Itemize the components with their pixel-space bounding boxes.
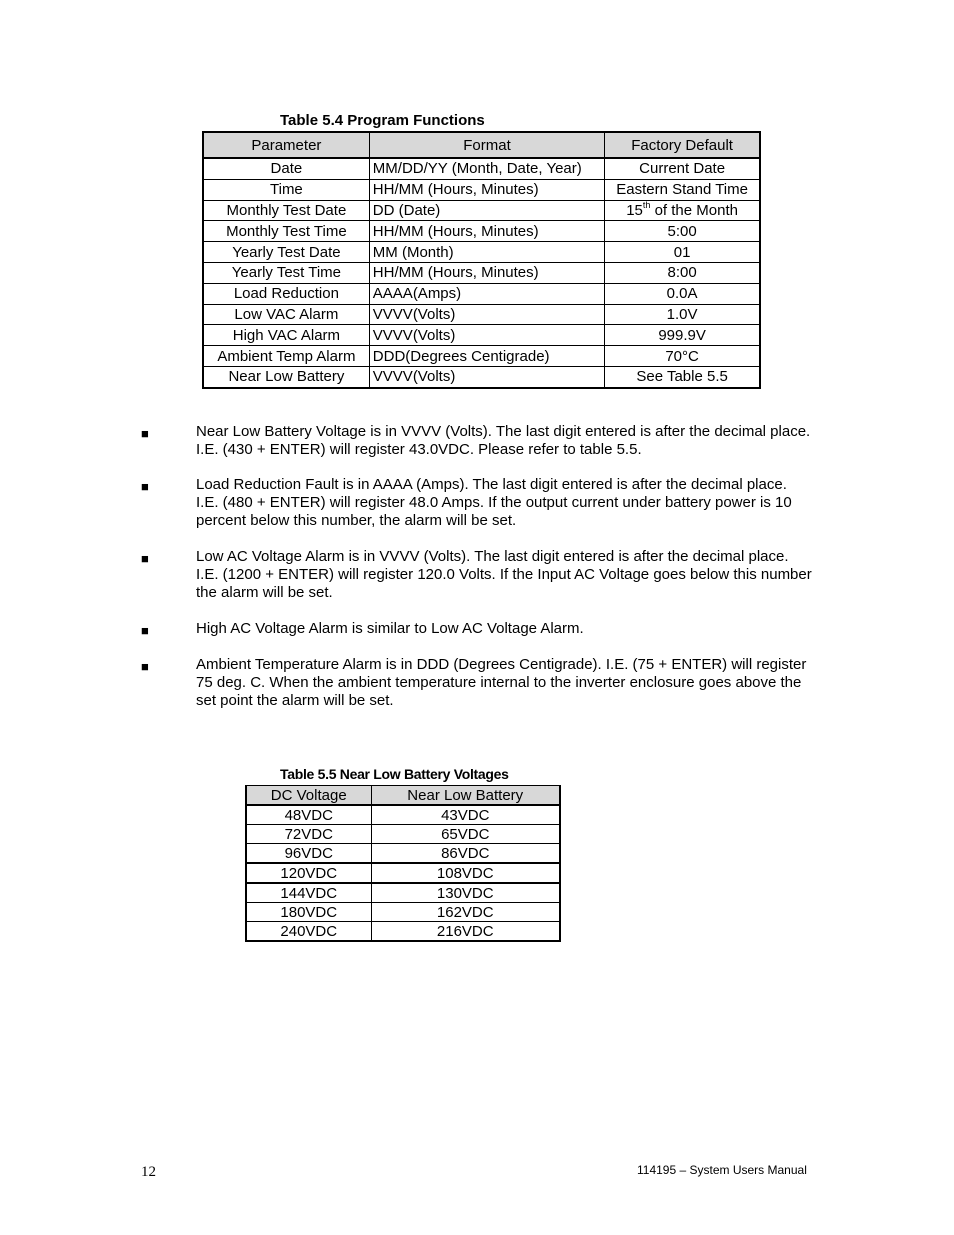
cell-near-low-battery: 108VDC <box>371 863 560 883</box>
cell-format: MM (Month) <box>369 242 604 263</box>
cell-near-low-battery: 130VDC <box>371 883 560 903</box>
near-low-battery-table <box>245 785 561 942</box>
cell-default: 70°C <box>605 346 760 367</box>
cell-dc-voltage: 240VDC <box>246 922 371 942</box>
table-row <box>203 325 760 346</box>
cell-parameter: Load Reduction <box>203 283 369 304</box>
table-5-5-caption: Table 5.5 Near Low Battery Voltages <box>280 766 509 782</box>
note-ambient-temperature <box>196 656 856 710</box>
cell-default: Eastern Stand Time <box>605 179 760 200</box>
cell-parameter: Date <box>203 158 369 179</box>
cell-format: MM/DD/YY (Month, Date, Year) <box>369 158 604 179</box>
cell-format: DD (Date) <box>369 200 604 221</box>
bullet-marker: ■ <box>141 551 149 566</box>
cell-parameter: High VAC Alarm <box>203 325 369 346</box>
cell-parameter: Low VAC Alarm <box>203 304 369 325</box>
cell-format: VVVV(Volts) <box>369 304 604 325</box>
bullet-marker: ■ <box>141 659 149 674</box>
note-line: I.E. (480 + ENTER) will register 48.0 Amps. If the output current under battery power is 10 <box>196 494 792 511</box>
cell-format: VVVV(Volts) <box>369 325 604 346</box>
cell-default <box>605 200 760 221</box>
note-load-reduction <box>196 476 856 530</box>
bullet-marker: ■ <box>141 479 149 494</box>
table-row <box>203 262 760 283</box>
table-row <box>203 221 760 242</box>
cell-dc-voltage: 48VDC <box>246 805 371 825</box>
table-row <box>203 304 760 325</box>
note-line: set point the alarm will be set. <box>196 692 394 709</box>
cell-format: HH/MM (Hours, Minutes) <box>369 179 604 200</box>
default-day-number: 15 <box>626 201 643 219</box>
default-ordinal-suffix: th <box>642 199 651 210</box>
cell-parameter: Yearly Test Date <box>203 242 369 263</box>
table-row <box>246 844 560 864</box>
table-row <box>246 825 560 844</box>
cell-default: 0.0A <box>605 283 760 304</box>
program-functions-table <box>202 131 761 389</box>
header-dc-voltage: DC Voltage <box>246 786 371 806</box>
cell-parameter: Time <box>203 179 369 200</box>
note-line: percent below this number, the alarm will be set. <box>196 512 517 529</box>
cell-dc-voltage: 144VDC <box>246 883 371 903</box>
note-line: Low AC Voltage Alarm is in VVVV (Volts). The last digit entered is after the decimal place. <box>196 548 789 565</box>
cell-near-low-battery: 216VDC <box>371 922 560 942</box>
cell-near-low-battery: 43VDC <box>371 805 560 825</box>
table-row <box>203 158 760 179</box>
cell-format: AAAA(Amps) <box>369 283 604 304</box>
cell-format: DDD(Degrees Centigrade) <box>369 346 604 367</box>
note-line: Near Low Battery Voltage is in VVVV (Volts). The last digit entered is after the decimal place. <box>196 423 811 440</box>
table-5-4-caption: Table 5.4 Program Functions <box>280 112 485 129</box>
cell-dc-voltage: 180VDC <box>246 903 371 922</box>
cell-default: 999.9V <box>605 325 760 346</box>
table-row <box>203 366 760 387</box>
table-row <box>203 283 760 304</box>
cell-parameter: Ambient Temp Alarm <box>203 346 369 367</box>
table-row <box>203 179 760 200</box>
note-line: I.E. (430 + ENTER) will register 43.0VDC. Please refer to table 5.5. <box>196 441 642 458</box>
cell-dc-voltage: 96VDC <box>246 844 371 864</box>
bullet-marker: ■ <box>141 623 149 638</box>
note-line: 75 deg. C. When the ambient temperature internal to the inverter enclosure goes above the <box>196 674 802 691</box>
table-row <box>203 200 760 221</box>
cell-default: Current Date <box>605 158 760 179</box>
cell-dc-voltage: 120VDC <box>246 863 371 883</box>
cell-near-low-battery: 86VDC <box>371 844 560 864</box>
note-line: I.E. (1200 + ENTER) will register 120.0 Volts. If the Input AC Voltage goes below this number <box>196 566 812 583</box>
cell-format: HH/MM (Hours, Minutes) <box>369 262 604 283</box>
default-rest: of the Month <box>650 201 738 219</box>
note-line: High AC Voltage Alarm is similar to Low AC Voltage Alarm. <box>196 620 584 637</box>
cell-parameter: Near Low Battery <box>203 366 369 387</box>
cell-default: 8:00 <box>605 262 760 283</box>
cell-parameter: Yearly Test Time <box>203 262 369 283</box>
header-near-low-battery: Near Low Battery <box>371 786 560 806</box>
table-row <box>246 805 560 825</box>
note-line: the alarm will be set. <box>196 584 333 601</box>
table-row <box>246 903 560 922</box>
cell-default: 01 <box>605 242 760 263</box>
header-parameter: Parameter <box>203 132 369 158</box>
cell-format: HH/MM (Hours, Minutes) <box>369 221 604 242</box>
note-line: Ambient Temperature Alarm is in DDD (Degrees Centigrade). I.E. (75 + ENTER) will register <box>196 656 807 673</box>
page-number: 12 <box>141 1164 156 1180</box>
note-low-ac-voltage <box>196 548 856 602</box>
cell-default: 1.0V <box>605 304 760 325</box>
footer-document-title: 114195 – System Users Manual <box>637 1163 807 1177</box>
header-factory-default: Factory Default <box>605 132 760 158</box>
cell-parameter: Monthly Test Time <box>203 221 369 242</box>
note-near-low-battery <box>196 423 856 459</box>
cell-parameter: Monthly Test Date <box>203 200 369 221</box>
cell-format: VVVV(Volts) <box>369 366 604 387</box>
cell-near-low-battery: 65VDC <box>371 825 560 844</box>
cell-default: See Table 5.5 <box>605 366 760 387</box>
note-line: Load Reduction Fault is in AAAA (Amps). The last digit entered is after the decimal place. <box>196 476 787 493</box>
table-row <box>246 922 560 942</box>
table-row <box>246 883 560 903</box>
cell-near-low-battery: 162VDC <box>371 903 560 922</box>
table-header-row <box>203 132 760 158</box>
table-row <box>203 346 760 367</box>
table-row <box>203 242 760 263</box>
header-format: Format <box>369 132 604 158</box>
cell-default: 5:00 <box>605 221 760 242</box>
table-row <box>246 863 560 883</box>
bullet-marker: ■ <box>141 426 149 441</box>
cell-dc-voltage: 72VDC <box>246 825 371 844</box>
note-high-ac-voltage <box>196 620 856 638</box>
table-header-row <box>246 786 560 806</box>
